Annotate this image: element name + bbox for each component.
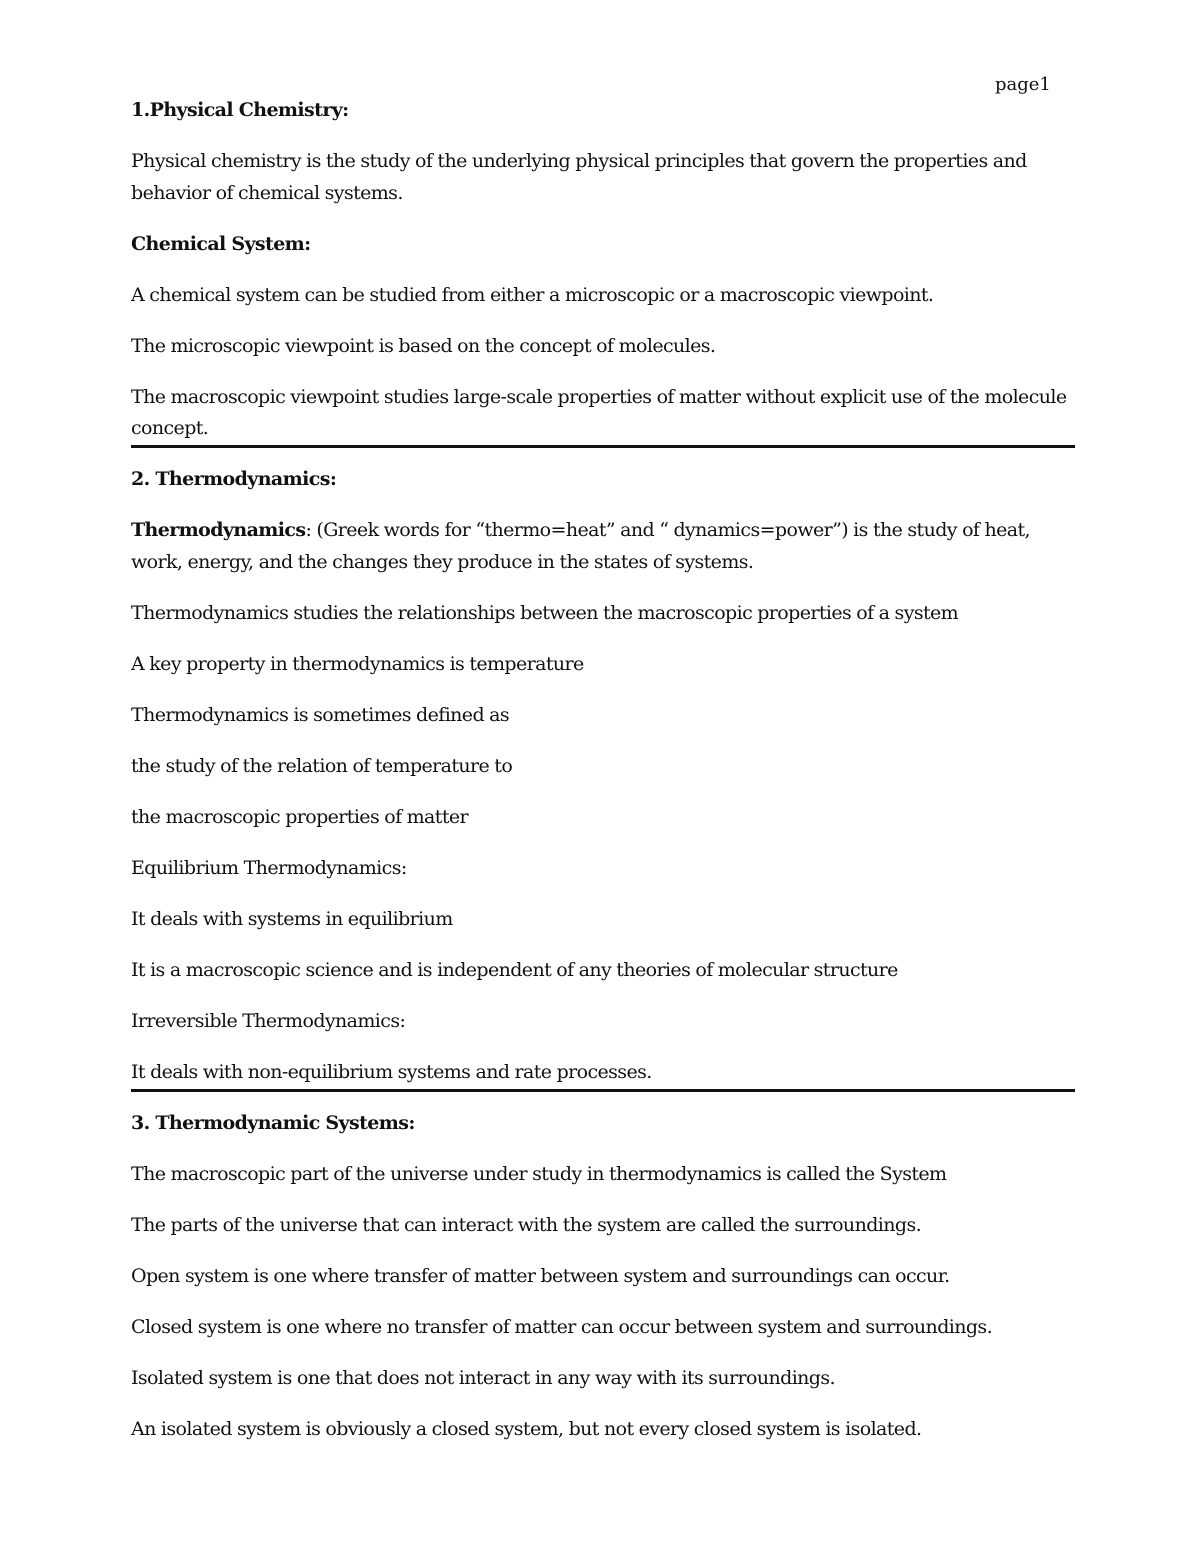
body-line: The macroscopic viewpoint studies large-scale properties of matter without explicit use of the molecule concept. xyxy=(131,385,1067,439)
section-thermodynamics xyxy=(131,464,1075,1088)
body-line: Thermodynamics studies the relationships between the macroscopic properties of a system xyxy=(131,601,959,624)
document-body xyxy=(131,95,1075,1465)
body-line: The macroscopic part of the universe under study in thermodynamics is called the System xyxy=(131,1162,947,1185)
section-heading: 3. Thermodynamic Systems: xyxy=(131,1111,415,1134)
body-line: Irreversible Thermodynamics: xyxy=(131,1009,406,1032)
definition-text: : (Greek words for “thermo=heat” and “ dynamics=power”) is the study of heat, work, energy, and the changes they produce in the states of systems. xyxy=(131,519,1030,573)
section-divider xyxy=(131,445,1075,448)
definition-paragraph xyxy=(131,515,1075,578)
body-line: A key property in thermodynamics is temperature xyxy=(131,652,584,675)
body-line: It deals with non-equilibrium systems and rate processes. xyxy=(131,1060,652,1083)
body-line: the macroscopic properties of matter xyxy=(131,805,468,828)
body-line: Thermodynamics is sometimes defined as xyxy=(131,703,510,726)
section-physical-chemistry xyxy=(131,95,1075,445)
body-line: Open system is one where transfer of matter between system and surroundings can occur. xyxy=(131,1264,950,1287)
body-line: It is a macroscopic science and is independent of any theories of molecular structure xyxy=(131,958,898,981)
section-divider xyxy=(131,1089,1075,1092)
section-heading: 1.Physical Chemistry: xyxy=(131,99,349,121)
section-thermodynamic-systems xyxy=(131,1108,1075,1446)
body-line: The microscopic viewpoint is based on the concept of molecules. xyxy=(131,334,716,357)
subheading: Chemical System: xyxy=(131,232,311,255)
definition-term: Thermodynamics xyxy=(131,519,306,541)
body-line: the study of the relation of temperature to xyxy=(131,754,513,777)
body-line: Equilibrium Thermodynamics: xyxy=(131,856,407,879)
definition-paragraph: Physical chemistry is the study of the underlying physical principles that govern the properties and behavior of chemical systems. xyxy=(131,150,1027,204)
body-line: It deals with systems in equilibrium xyxy=(131,907,453,930)
section-heading: 2. Thermodynamics: xyxy=(131,468,337,490)
page-number: page1 xyxy=(995,74,1051,95)
body-line: An isolated system is obviously a closed system, but not every closed system is isolated. xyxy=(131,1417,922,1440)
body-line: Closed system is one where no transfer of matter can occur between system and surroundings. xyxy=(131,1315,993,1338)
body-line: The parts of the universe that can interact with the system are called the surroundings. xyxy=(131,1213,922,1236)
body-line: A chemical system can be studied from either a microscopic or a macroscopic viewpoint. xyxy=(131,283,934,306)
body-line: Isolated system is one that does not interact in any way with its surroundings. xyxy=(131,1366,835,1389)
